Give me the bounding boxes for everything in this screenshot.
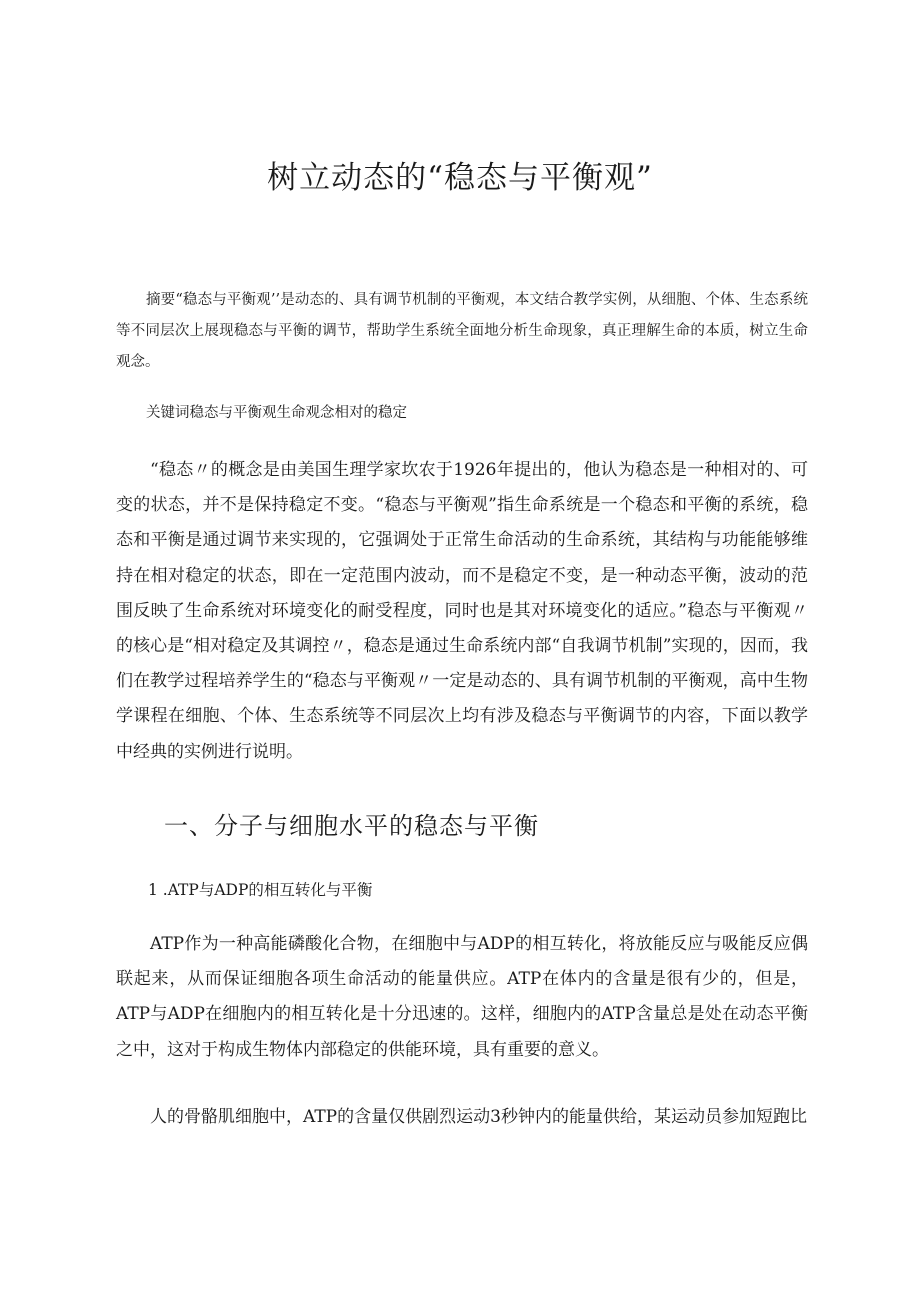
section-heading: 一、分子与细胞水平的稳态与平衡 <box>164 812 539 840</box>
atp-adp-paragraph: ATP作为一种高能磷酸化合物，在细胞中与ADP的相互转化，将放能反应与吸能反应偶联起来，从而保证细胞各项生命活动的能量供应。ATP在体内的含量是很有少的，但是，ATP与ADP在细胞内的相互转化是十分迅速的。这样，细胞内的ATP含量总是处在动态平衡之中，这对于构成生物体内部稳定的供能环境，具有重要的意义。 <box>116 934 808 1060</box>
skeletal-muscle-paragraph: 人的骨骼肌细胞中，ATP的含量仅供剧烈运动3秒钟内的能量供给，某运动员参加短跑比 <box>150 1107 807 1127</box>
intro-paragraph: “稳态〃的概念是由美国生理学家坎农于1926年提出的，他认为稳态是一种相对的、可变的状态，并不是保持稳定不变。“稳态与平衡观”指生命系统是一个稳态和平衡的系统，稳态和平衡是通过调节来实现的，它强调处于正常生命活动的生命系统，其结构与功能能够维持在相对稳定的状态，即在一定范围内波动，而不是稳定不变，是一种动态平衡，波动的范围反映了生命系统对环境变化的耐受程度，同时也是其对环境变化的适应。”稳态与平衡观〃的核心是“相对稳定及其调控〃，稳态是通过生命系统内部“自我调节机制”实现的，因而，我们在教学过程培养学生的“稳态与平衡观〃一定是动态的、具有调节机制的平衡观，高中生物学课程在细胞、个体、生态系统等不同层次上均有涉及稳态与平衡调节的内容，下面以教学中经典的实例进行说明。 <box>116 460 808 762</box>
subsection-heading: 1 .ATP与ADP的相互转化与平衡 <box>148 881 373 899</box>
document-title: 树立动态的“稳态与平衡观” <box>267 160 653 196</box>
abstract-paragraph: 摘要“稳态与平衡观’’是动态的、具有调节机制的平衡观，本文结合教学实例，从细胞、个体、生态系统等不同层次上展现稳态与平衡的调节，帮助学生系统全面地分析生命现象，真正理解生命的本质，树立生命观念。 <box>116 292 808 370</box>
keywords-line: 关键词稳态与平衡观生命观念相对的稳定 <box>146 405 407 421</box>
